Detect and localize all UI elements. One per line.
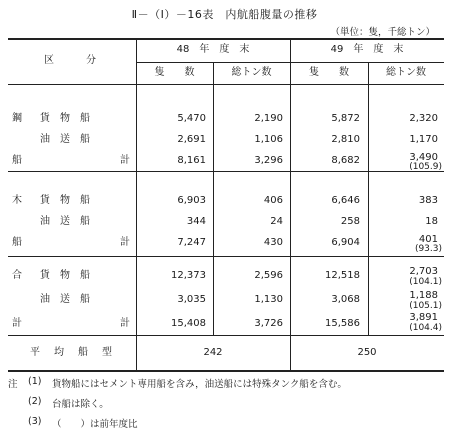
average-49: 250 [357, 347, 377, 358]
note-text: 台船は除く。 [52, 399, 109, 410]
cell-s49: 6,646 [331, 195, 360, 206]
table-top-rule [8, 38, 444, 40]
group-label-top: 合 [12, 270, 22, 281]
row-type: 貨 物 船 [40, 113, 90, 124]
average-top-rule [8, 335, 444, 336]
cell-t49: 18 [425, 216, 438, 227]
col-ships-49: 隻 数 [309, 67, 349, 78]
group-label-bottom: 計 [12, 318, 22, 329]
cell-t48: 1,106 [254, 134, 283, 145]
row-type-total: 計 [120, 155, 130, 166]
average-label: 平 均 船 型 [30, 347, 114, 358]
category-header: 区 分 [44, 55, 100, 66]
cell-t48: 3,726 [254, 318, 283, 329]
group-label-top: 木 [12, 195, 22, 206]
cell-t49: 3,490 [409, 152, 438, 163]
col-tonnage-48: 総トン数 [231, 67, 272, 78]
group-label-bottom: 船 [12, 237, 22, 248]
cell-t48: 2,596 [254, 270, 283, 281]
row-type: 油 送 船 [40, 294, 90, 305]
cell-s49: 8,682 [331, 155, 360, 166]
group-divider-2 [8, 256, 444, 257]
header-bottom-rule [8, 84, 444, 85]
cell-t48: 3,296 [254, 155, 283, 166]
year-49-header: 49 年 度 末 [330, 44, 404, 55]
cell-s49: 2,810 [331, 134, 360, 145]
cell-s48: 7,247 [177, 237, 206, 248]
row-type: 貨 物 船 [40, 270, 90, 281]
note-text: （ ）は前年度比 [52, 419, 138, 430]
cell-t48: 1,130 [254, 294, 283, 305]
cell-s48: 2,691 [177, 134, 206, 145]
table-title: Ⅱ－（Ⅰ）－16表 内航船腹量の推移 [131, 8, 318, 21]
cell-s49: 3,068 [331, 294, 360, 305]
cell-s48: 5,470 [177, 113, 206, 124]
cell-t48: 24 [270, 216, 283, 227]
cell-t49-ratio: (104.4) [409, 323, 442, 333]
cell-s49: 6,904 [331, 237, 360, 248]
row-type: 貨 物 船 [40, 195, 90, 206]
cell-t49-ratio: (105.9) [409, 162, 442, 172]
cell-t49: 3,891 [409, 312, 438, 323]
row-type-total: 計 [120, 237, 130, 248]
data-table [8, 38, 444, 372]
cell-s48: 344 [186, 216, 206, 227]
row-type-total: 計 [120, 318, 130, 329]
cell-s48: 8,161 [177, 155, 206, 166]
cell-t49: 383 [418, 195, 438, 206]
cell-t49-ratio: (93.3) [414, 244, 442, 254]
row-type: 油 送 船 [40, 134, 90, 145]
cell-s48: 3,035 [177, 294, 206, 305]
cell-t49: 1,188 [409, 290, 438, 301]
cell-s48: 12,373 [171, 270, 206, 281]
cell-s49: 15,586 [325, 318, 360, 329]
cell-t48: 2,190 [254, 113, 283, 124]
note-text: 貨物船にはセメント専用船を含み，油送船には特殊タンク船を含む。 [52, 379, 347, 390]
cell-t49: 401 [418, 234, 438, 245]
cell-s48: 15,408 [171, 318, 206, 329]
year-48-header: 48 年 度 末 [176, 44, 250, 55]
cell-t49: 2,320 [409, 113, 438, 124]
cell-t48: 430 [263, 237, 283, 248]
cell-s49: 12,518 [325, 270, 360, 281]
average-48: 242 [203, 347, 223, 358]
cell-s49: 258 [340, 216, 360, 227]
cell-s48: 6,903 [177, 195, 206, 206]
cell-t49-ratio: (105.1) [409, 301, 442, 311]
cell-t49-ratio: (104.1) [409, 277, 442, 287]
group-label-bottom: 船 [12, 155, 22, 166]
col-ships-48: 隻 数 [154, 67, 195, 78]
note-number: (2) [28, 396, 42, 407]
note-number: (3) [28, 416, 42, 427]
group-label-top: 鋼 [12, 113, 22, 124]
cell-t49: 1,170 [409, 134, 438, 145]
note-mark: 注 [8, 379, 18, 390]
col-tonnage-49: 総トン数 [386, 67, 426, 78]
cell-s49: 5,872 [331, 113, 360, 124]
unit-label: （単位：隻，千総トン） [330, 27, 435, 38]
cell-t48: 406 [263, 195, 283, 206]
table-bottom-rule [8, 370, 444, 372]
note-number: (1) [28, 376, 42, 387]
cell-t49: 2,703 [409, 266, 438, 277]
row-type: 油 送 船 [40, 216, 90, 227]
